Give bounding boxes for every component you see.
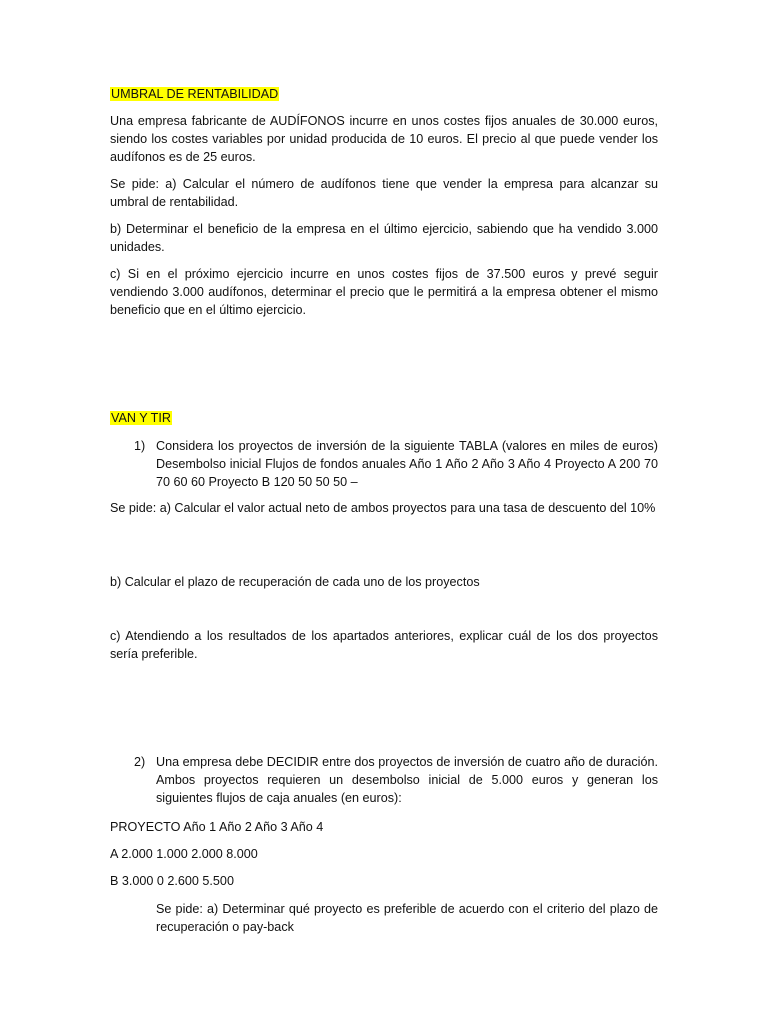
paragraph-van-question-a: Se pide: a) Calcular el valor actual neto de ambos proyectos para una tasa de descuento del 10% <box>110 501 656 515</box>
list-number-1: 1) <box>134 439 146 453</box>
paragraph-van-question-b: b) Calcular el plazo de recuperación de cada uno de los proyectos <box>110 575 480 589</box>
paragraph-question-a: Se pide: a) Calcular el número de audífonos tiene que vender la empresa para alcanzar su umbral de rentabilidad. <box>110 177 658 209</box>
table-row-a: A 2.000 1.000 2.000 8.000 <box>110 847 258 861</box>
list-item-2: Una empresa debe DECIDIR entre dos proyectos de inversión de cuatro año de duración. Ambos proyectos requieren un desembolso inicial de 5.000 euros y generan los siguientes flujos de caja anuales (en euros): <box>156 755 658 805</box>
section-heading-umbral <box>110 86 279 102</box>
table-row-b: B 3.000 0 2.600 5.500 <box>110 874 234 888</box>
highlighted-heading-text: UMBRAL DE RENTABILIDAD <box>111 87 279 101</box>
highlighted-heading-text: VAN Y TIR <box>111 411 171 425</box>
list-number-2: 2) <box>134 755 146 769</box>
paragraph-final-question: Se pide: a) Determinar qué proyecto es preferible de acuerdo con el criterio del plazo de recuperación o pay-back <box>156 902 658 934</box>
paragraph-question-b: b) Determinar el beneficio de la empresa en el último ejercicio, sabiendo que ha vendido 3.000 unidades. <box>110 222 658 254</box>
paragraph-question-c: c) Si en el próximo ejercicio incurre en unos costes fijos de 37.500 euros y prevé seguir vendiendo 3.000 audífonos, determinar el precio que le permitirá a la empresa obtener el mismo beneficio que en el último ejercicio. <box>110 267 658 317</box>
table-header-line: PROYECTO Año 1 Año 2 Año 3 Año 4 <box>110 820 324 834</box>
paragraph-intro: Una empresa fabricante de AUDÍFONOS incurre en unos costes fijos anuales de 30.000 euros, siendo los costes variables por unidad producida de 10 euros. El precio al que puede vender los audífonos es de 25 euros. <box>110 114 658 164</box>
section-heading-van-tir <box>110 410 172 426</box>
paragraph-van-question-c: c) Atendiendo a los resultados de los apartados anteriores, explicar cuál de los dos proyectos sería preferible. <box>110 629 658 661</box>
list-item-1: Considera los proyectos de inversión de la siguiente TABLA (valores en miles de euros) Desembolso inicial Flujos de fondos anuales Año 1 Año 2 Año 3 Año 4 Proyecto A 200 70 70 60 60 Proyecto B 120 50 50 50 – <box>156 439 658 489</box>
